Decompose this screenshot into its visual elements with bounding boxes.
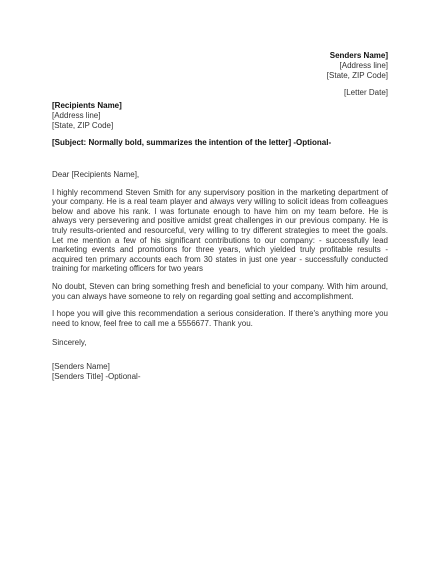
body-paragraph: I hope you will give this recommendation a serious consideration. If there's anything more you need to know, feel free to call me a 5556677. Thank you. [52,309,388,328]
body-paragraph: I highly recommend Steven Smith for any supervisory position in the marketing department of your company. He is a real team player and always very willing to solicit ideas from colleagues below and above his rank. I was fortunate enough to have him on my team before. He is always very persevering and positive amidst great challenges in our previous company. He is truly results-oriented and resourceful, very willing to try different strategies to meet the goals. Let me mention a few of his significant contributions to our company: - successfully lead marketing events and promotions for three years, which yielded truly profitable results - acquired ten primary accounts each from 30 states in just one year - successfully conducted training for marketing officers for two years [52,187,388,274]
sender-address-line: [Address line] [339,61,388,70]
salutation: Dear [Recipients Name], [52,170,140,179]
signature-title: [Senders Title] -Optional- [52,371,141,381]
letter-body [52,170,388,381]
letter-subject: [Subject: Normally bold, summarizes the intention of the letter] -Optional- [52,138,332,147]
recipient-block [52,101,122,131]
sender-state-zip: [State, ZIP Code] [326,71,388,80]
body-paragraph: No doubt, Steven can bring something fresh and beneficial to your company. With him around, you can always have someone to rely on regarding goal setting and accomplishment. [52,281,388,301]
closing: Sincerely, [52,338,87,348]
recipient-state-zip: [State, ZIP Code] [52,121,114,130]
recipient-address-line: [Address line] [52,111,101,120]
signature-block [52,362,388,381]
letter-date: [Letter Date] [343,88,388,97]
sender-name: Senders Name] [329,51,388,60]
recipient-name: [Recipients Name] [52,101,122,110]
signature-name: [Senders Name] [52,361,110,371]
sender-block [327,51,388,81]
